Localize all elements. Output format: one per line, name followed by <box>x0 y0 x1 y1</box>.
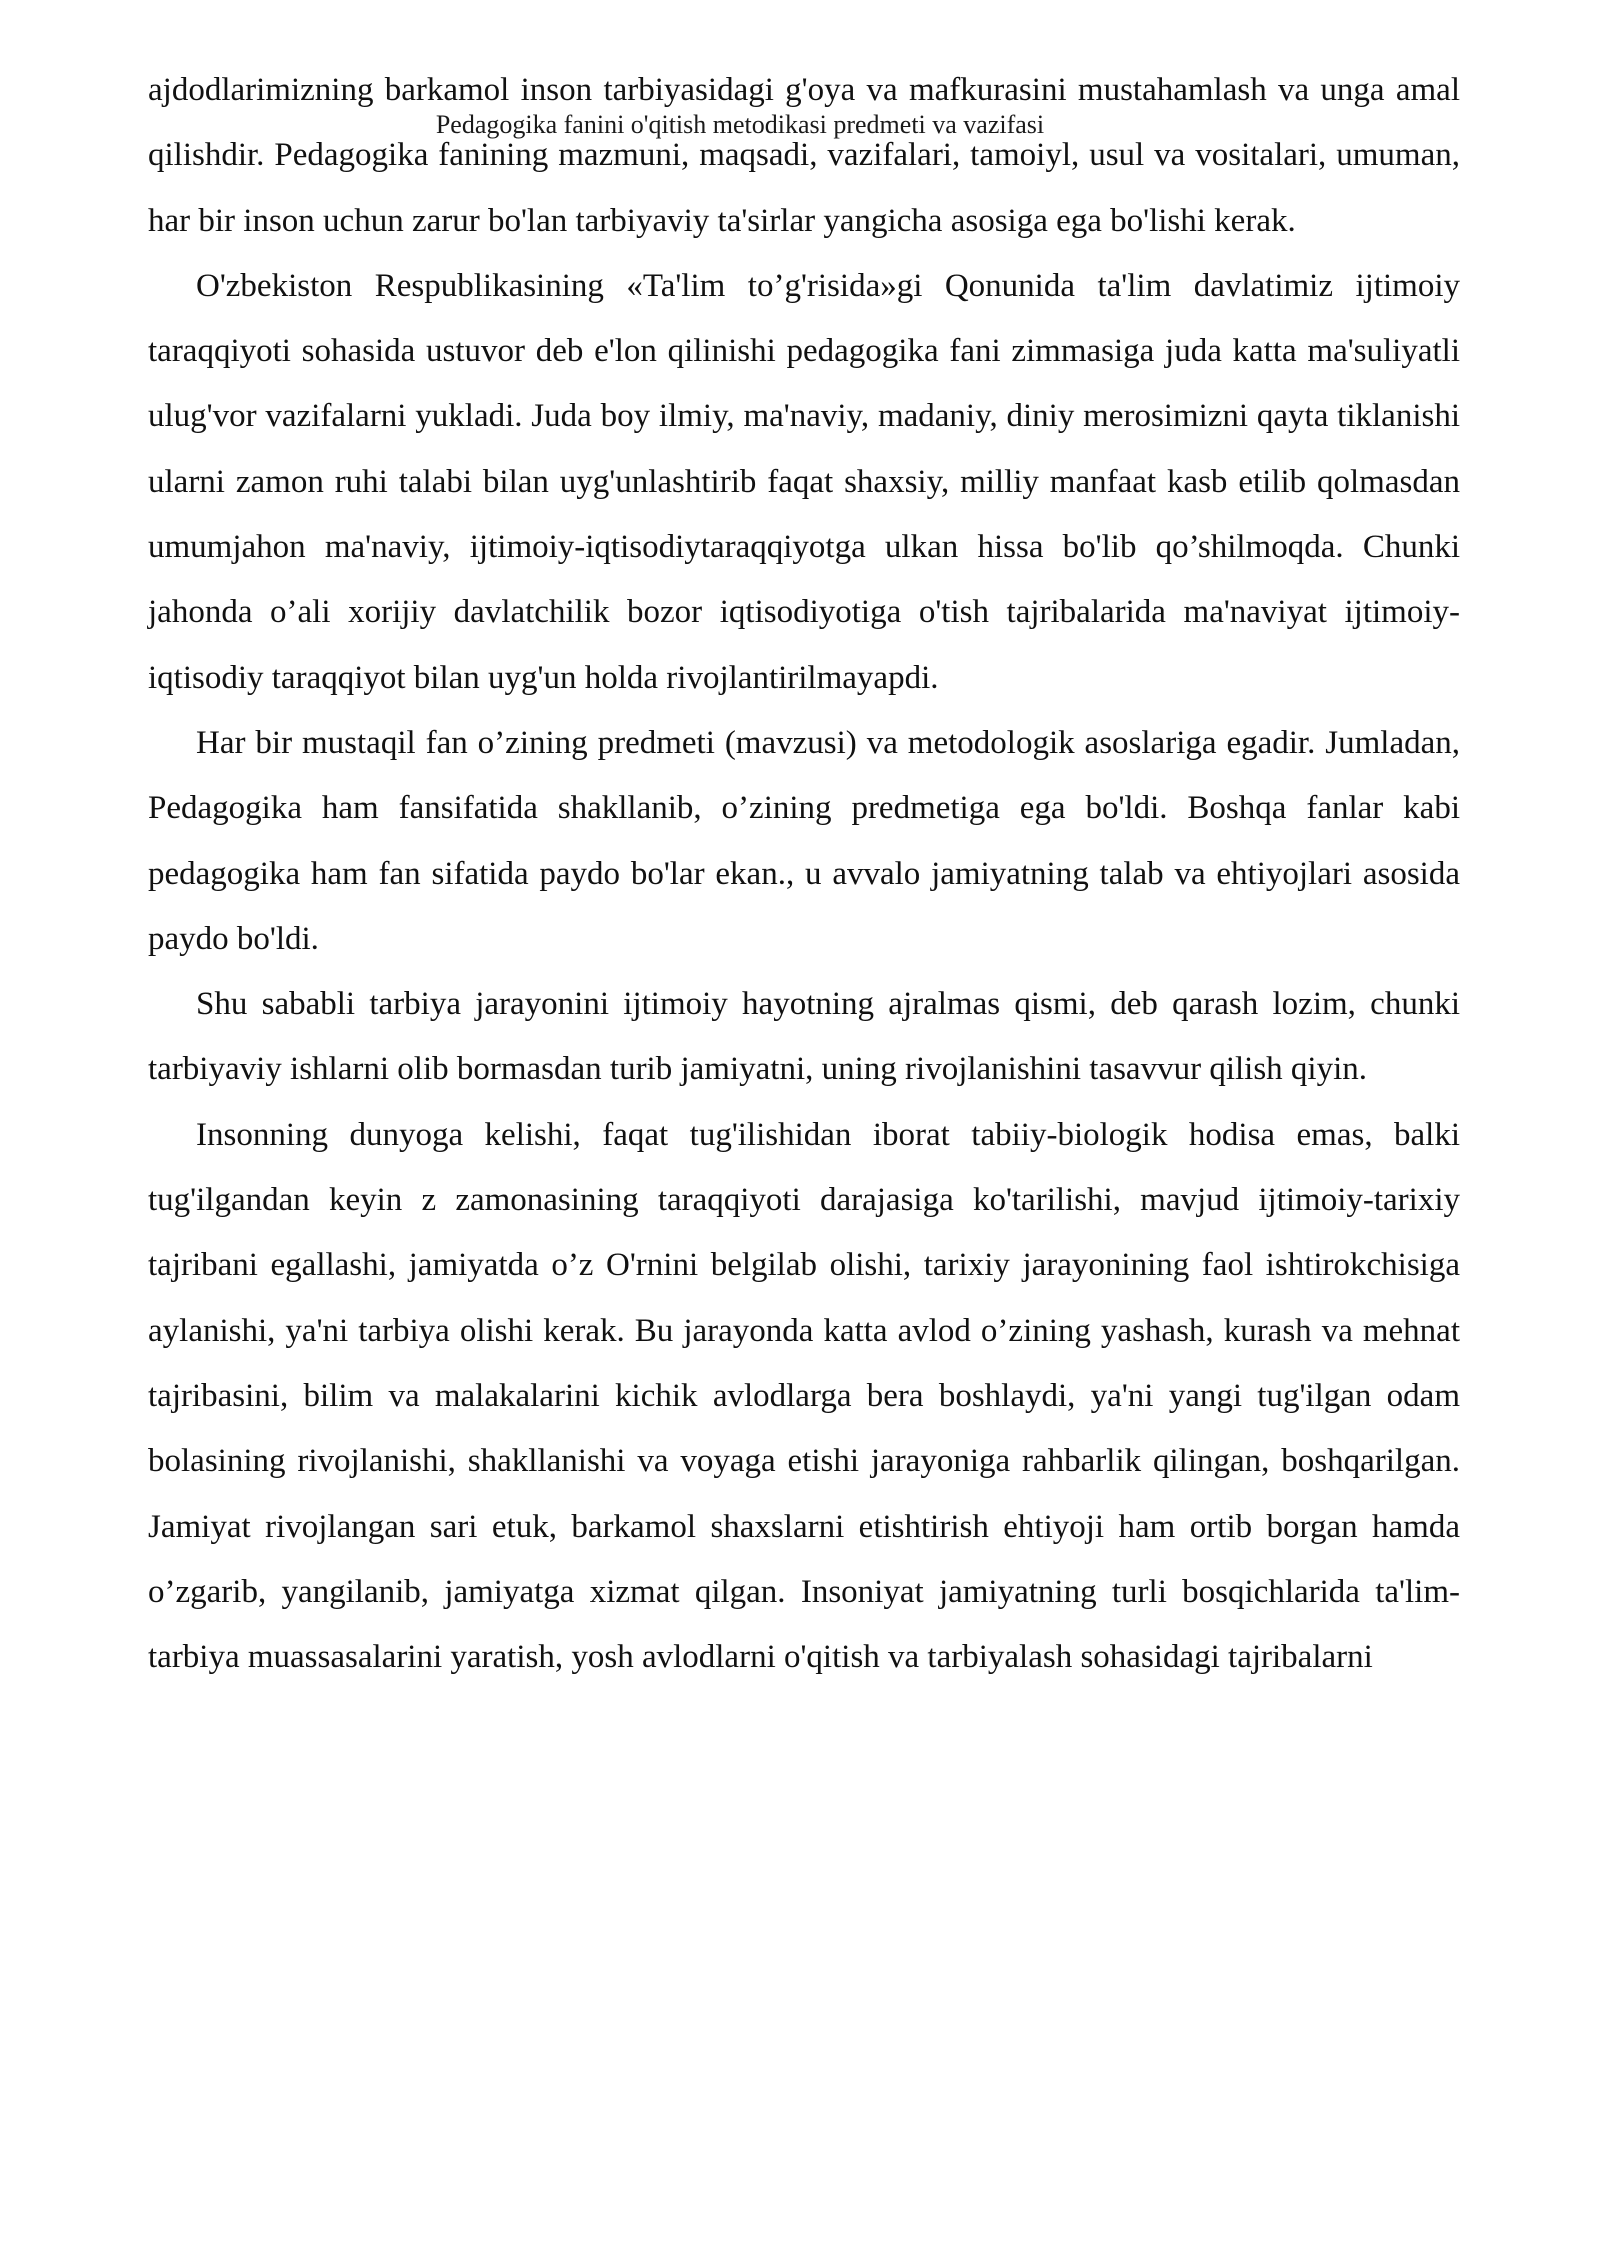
paragraph-3: Har bir mustaqil fan o’zining predmeti (mavzusi) va metodologik asoslariga egadir. Jumladan, Pedagogika ham fansifatida shakllanib, o’zining predmetiga ega bo'ldi. Boshqa fanlar kabi pedagogika ham fan sifatida paydo bo'lar ekan., u avvalo jamiyatning talab va ehtiyojlari asosida paydo bo'ldi. <box>148 724 1460 957</box>
running-header-title: Pedagogika fanini o'qitish metodikasi predmeti va vazifasi <box>435 110 1045 139</box>
paragraph-4: Shu sababli tarbiya jarayonini ijtimoiy hayotning ajralmas qismi, deb qarash lozim, chunki tarbiyaviy ishlarni olib bormasdan turib jamiyatni, uning rivojlanishini tasavvur qilish qiyin. <box>148 986 1460 1088</box>
paragraph-2: O'zbekiston Respublikasining «Ta'lim to’g'risida»gi Qonunida ta'lim davlatimiz ijtimoiy taraqqiyoti sohasida ustuvor deb e'lon qilinishi pedagogika fani zimmasiga juda katta ma'suliyatli ulug'vor vazifalarni yukladi. Juda boy ilmiy, ma'naviy, madaniy, diniy merosimizni qayta tiklanishi ularni zamon ruhi talabi bilan uyg'unlashtirib faqat shaxsiy, milliy manfaat kasb etilib qolmasdan umumjahon ma'naviy, ijtimoiy-iqtisodiytaraqqiyotga ulkan hissa bo'lib qo’shilmoqda. Chunki jahonda o’ali xorijiy davlatchilik bozor iqtisodiyotiga o'tish tajribalarida ma'naviyat ijtimoiy-iqtisodiy taraqqiyot bilan uyg'un holda rivojlantirilmayapdi. <box>148 267 1460 696</box>
document-body <box>148 58 1460 1690</box>
paragraph-1: ajdodlarimizning barkamol inson tarbiyasidagi g'oya va mafkurasini mustahamlash va unga amal qilishdir. Pedagogika fanining mazmuni, maqsadi, vazifalari, tamoiyl, usul va vositalari, umuman, har bir inson uchun zarur bo'lan tarbiyaviy ta'sirlar yangicha asosiga ega bo'lishi kerak. <box>148 72 1460 239</box>
paragraph-5: Insonning dunyoga kelishi, faqat tug'ilishidan iborat tabiiy-biologik hodisa emas, balki tug'ilgandan keyin z zamonasining taraqqiyoti darajasiga ko'tarilishi, mavjud ijtimoiy-tarixiy tajribani egallashi, jamiyatda o’z O'rnini belgilab olishi, tarixiy jarayonining faol ishtirokchisiga aylanishi, ya'ni tarbiya olishi kerak. Bu jarayonda katta avlod o’zining yashash, kurash va mehnat tajribasini, bilim va malakalarini kichik avlodlarga bera boshlaydi, ya'ni yangi tug'ilgan odam bolasining rivojlanishi, shakllanishi va voyaga etishi jarayoniga rahbarlik qilingan, boshqarilgan. Jamiyat rivojlangan sari etuk, barkamol shaxslarni etishtirish ehtiyoji ham ortib borgan hamda o’zgarib, yangilanib, jamiyatga xizmat qilgan. Insoniyat jamiyatning turli bosqichlarida ta'lim- tarbiya muassasalarini yaratish, yosh avlodlarni o'qitish va tarbiyalash sohasidagi tajribalarni <box>148 1116 1460 1676</box>
